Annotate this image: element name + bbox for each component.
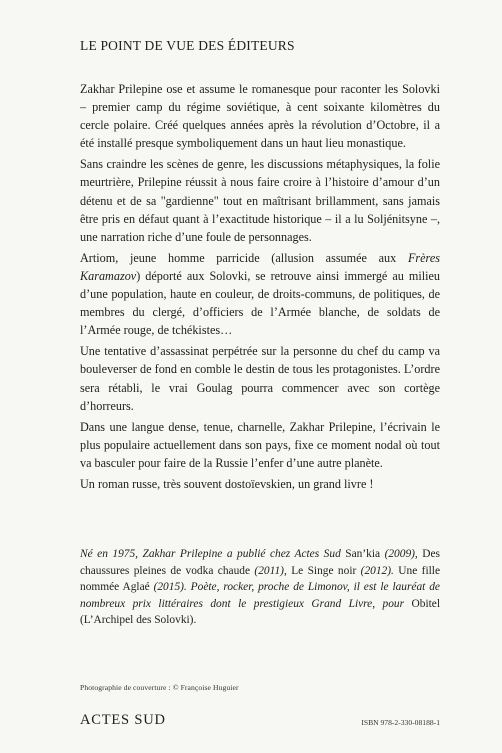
paragraph: Un roman russe, très souvent dostoïevskien, un grand livre ! (80, 476, 374, 491)
bio-title: San’kia (340, 548, 385, 560)
paragraph (80, 249, 440, 339)
bio-italic: (2009), (384, 548, 418, 560)
paragraph-text: ) déporté aux Solovki, se retrouve ainsi immergé au milieu d’une population, haute en couleur, de droits-communs, de politiques, de membres du clergé, d’officiers de l’Armée blanche, de soldats de l’Armée rouge, de tchékistes… (80, 268, 440, 338)
publisher-logo: ACTES SUD (80, 712, 166, 728)
editor-blurb (80, 80, 440, 496)
section-heading: LE POINT DE VUE DES ÉDITEURS (80, 38, 295, 53)
bio-italic: Né en 1975, Zakhar Prilepine a publié chez Actes Sud (80, 548, 341, 560)
bio-title: Le Singe noir (286, 564, 361, 577)
bio-italic: (2011), (254, 564, 287, 577)
bio-paragraph (80, 546, 440, 629)
paragraph: Zakhar Prilepine ose et assume le romanesque pour raconter les Solovki – premier camp du régime soviétique, à cent soixante kilomètres du cercle polaire. Créé quelques années après la révolution d’Octobre, il a été installé presque symboliquement dans un haut lieu monastique. (80, 82, 440, 151)
author-bio (80, 546, 440, 629)
bio-title: Obitel (L’Archipel des Solovki). (80, 597, 440, 627)
paragraph: Une tentative d’assassinat perpétrée sur la personne du chef du camp va bouleverser de fond en comble le destin de tous les protagonistes. L’ordre sera rétabli, le vrai Goulag pourra commencer avec son cortège d’horreurs. (80, 344, 440, 413)
photo-credit: Photographie de couverture : © Françoise Huguier (80, 683, 239, 692)
bio-italic: (2015). Poète, rocker, proche de Limonov, il est le lauréat de nombreux prix littéraires dont le prestigieux Grand Livre, pour (80, 581, 440, 610)
paragraph: Sans craindre les scènes de genre, les discussions métaphysiques, la folie meurtrière, Prilepine réussit à nous faire croire à l’histoire d’amour d’un détenu et de sa "gardienne" tout en maîtrisant brillamment, sans jamais être pris en défaut quant à l’exactitude historique – il a lu Soljénitsyne –, une narration riche d’une foule de personnages. (80, 157, 440, 244)
book-title: Frères Karamazov (80, 250, 440, 283)
isbn: ISBN 978-2-330-08188-1 (361, 718, 440, 727)
bio-title: Une fille nommée Aglaé (80, 564, 440, 594)
paragraph: Dans une langue dense, tenue, charnelle, Zakhar Prilepine, l’écrivain le plus populaire actuellement dans son pays, fixe ce moment nodal où tout va basculer pour faire de la Russie l’enfer d’une autre planète. (80, 419, 440, 470)
bio-title: Des chaussures pleines de vodka chaude (80, 548, 440, 577)
bio-italic: (2012). (360, 564, 394, 577)
paragraph-text: Artiom, jeune homme parricide (allusion assumée aux (80, 250, 408, 265)
